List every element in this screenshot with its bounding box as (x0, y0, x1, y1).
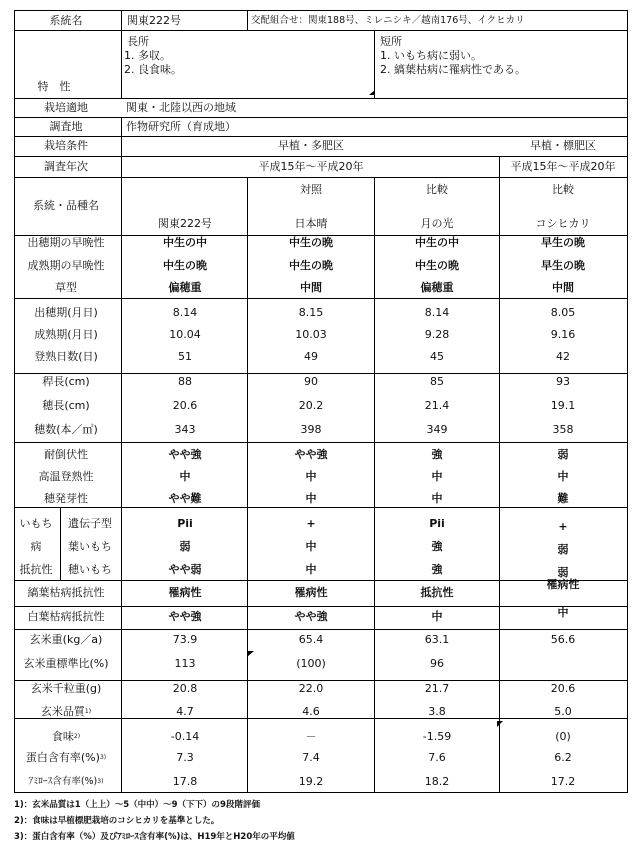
panicle-value: 20.6 (172, 399, 198, 412)
footnote-mark: 2) (73, 733, 81, 740)
yield-ratio-value: (100) (296, 657, 326, 670)
footnote-3: 3)：蛋白含有率（%）及びｱﾐﾛｰｽ含有率(%)は、H19年とH20年の平均値 (14, 832, 295, 842)
plant-type-value: 偏穂重 (168, 281, 202, 294)
panicle-label: 穂長(cm) (42, 399, 90, 412)
amylose-value: 19.2 (298, 775, 324, 788)
heading-value: 早生の晩 (541, 236, 585, 249)
footnote-mark: 1) (84, 708, 92, 715)
grain-fill-value: 42 (556, 350, 570, 363)
plant-type-label: 草型 (55, 281, 77, 294)
heading-date-value: 8.05 (550, 306, 576, 319)
yield-ratio-value: 113 (174, 657, 196, 670)
blast-leaf-value: 弱 (179, 540, 191, 553)
grain-fill-value: 49 (304, 350, 318, 363)
lodging-value: やや強 (294, 448, 328, 461)
panicle-num-value: 398 (300, 423, 322, 436)
blast-neck-label: 穂いもち (68, 563, 112, 576)
condition-value-2: 早植・標肥区 (530, 139, 596, 152)
blast-gene-value: + (306, 517, 316, 530)
heat-label: 高温登熟性 (38, 470, 94, 483)
site-label: 調査地 (49, 120, 83, 133)
cons-item: 1. いもち病に弱い。 (380, 49, 482, 62)
blast-neck-value: 弱 (557, 566, 569, 579)
ripening-value: 早生の晩 (541, 259, 585, 272)
lodging-label: 耐倒伏性 (44, 448, 88, 461)
protein-label: 蛋白含有率(%)$^{3)}$ (25, 751, 107, 764)
protein-value: 7.3 (176, 751, 194, 764)
kernel-weight-value: 21.7 (424, 682, 450, 695)
blast-neck-value: 中 (305, 563, 317, 576)
kernel-weight-label: 玄米千粒重(g) (30, 682, 102, 695)
years-label: 調査年次 (44, 160, 88, 173)
stripe-value: 抵抗性 (420, 586, 454, 599)
culm-value: 85 (430, 375, 444, 388)
yield-value: 63.1 (424, 633, 450, 646)
blight-value: やや強 (168, 610, 202, 623)
culm-value: 88 (178, 375, 192, 388)
cross-combination: 交配組合せ：関東188号、ミレニシキ／越南176号、イクヒカリ (251, 15, 525, 26)
sprouting-value: 中 (305, 492, 317, 505)
ripening-value: 中生の晩 (289, 259, 333, 272)
maturity-date-value: 10.04 (169, 328, 201, 341)
grain-fill-label: 登熟日数(日) (34, 350, 98, 363)
blast-side-label: いもち (19, 517, 53, 530)
cons-item: 2. 縞葉枯病に罹病性である。 (380, 63, 526, 76)
stripe-value: 罹病性 (294, 586, 328, 599)
blight-label: 白葉枯病抵抗性 (27, 610, 105, 623)
pros-title: 長所 (127, 35, 149, 48)
sprouting-value: 中 (431, 492, 443, 505)
sprouting-label: 穂発芽性 (44, 492, 88, 505)
pros-item: 1. 多収。 (124, 49, 171, 62)
footnote-mark: 3) (97, 778, 104, 785)
lineage-label: 系統名 (49, 14, 83, 27)
heading-date-value: 8.14 (424, 306, 450, 319)
cultivar-name: 日本晴 (294, 217, 328, 230)
culm-value: 93 (556, 375, 570, 388)
yield-value: 73.9 (172, 633, 198, 646)
yield-label: 玄米重(kg／a) (29, 633, 103, 646)
blast-side-label: 抵抗性 (19, 563, 53, 576)
culm-label: 稈長(cm) (42, 375, 90, 388)
cultivar-label: 系統・品種名 (33, 199, 99, 212)
plant-type-value: 中間 (552, 281, 574, 294)
quality-value: 5.0 (554, 705, 572, 718)
traits-label: 特 性 (37, 80, 71, 93)
quality-label: 玄米品質$^{1)}$ (40, 705, 92, 718)
kernel-weight-value: 20.6 (550, 682, 576, 695)
yield-ratio-label: 玄米重標準比(%) (23, 657, 109, 670)
blight-value: やや強 (294, 610, 328, 623)
lodging-value: 弱 (557, 448, 569, 461)
condition-value-1: 早植・多肥区 (278, 139, 344, 152)
lodging-value: やや強 (168, 448, 202, 461)
grain-fill-value: 45 (430, 350, 444, 363)
footnote-2: 2)：食味は早植標肥栽培のコシヒカリを基準とした。 (14, 816, 220, 826)
ripening-label: 成熟期の早晩性 (27, 259, 105, 272)
amylose-value: 17.2 (550, 775, 576, 788)
amylose-value: 18.2 (424, 775, 450, 788)
cultivar-role: 対照 (300, 183, 322, 196)
characteristics-table (14, 10, 628, 793)
lineage-value: 関東222号 (127, 14, 181, 27)
taste-value: (0) (555, 730, 571, 743)
maturity-date-value: 10.03 (295, 328, 327, 341)
heat-value: 中 (179, 470, 191, 483)
kernel-weight-value: 20.8 (172, 682, 198, 695)
blast-gene-value: Pii (177, 517, 193, 530)
blight-value: 中 (557, 606, 569, 619)
heat-value: 中 (431, 470, 443, 483)
quality-value: 4.6 (302, 705, 320, 718)
panicle-num-value: 343 (174, 423, 196, 436)
plant-type-value: 中間 (300, 281, 322, 294)
heading-date-value: 8.15 (298, 306, 324, 319)
years-value-1: 平成15年～平成20年 (258, 160, 364, 173)
panicle-num-value: 349 (426, 423, 448, 436)
panicle-num-label: 穂数(本／㎡) (34, 423, 98, 436)
footnote-mark: 3) (99, 754, 107, 761)
kernel-weight-value: 22.0 (298, 682, 324, 695)
amylose-value: 17.8 (172, 775, 198, 788)
ripening-value: 中生の晩 (163, 259, 207, 272)
heading-value: 中生の中 (415, 236, 459, 249)
heat-value: 中 (305, 470, 317, 483)
yield-value: 56.6 (550, 633, 576, 646)
plant-type-value: 偏穂重 (420, 281, 454, 294)
taste-value: -0.14 (170, 730, 200, 743)
taste-label: 食味$^{2)}$ (51, 730, 81, 743)
protein-value: 7.6 (428, 751, 446, 764)
ripening-value: 中生の晩 (415, 259, 459, 272)
cultivar-name: 関東222号 (158, 217, 212, 230)
panicle-value: 19.1 (550, 399, 576, 412)
blight-value: 中 (431, 610, 443, 623)
stripe-value: 罹病性 (546, 578, 580, 591)
quality-value: 3.8 (428, 705, 446, 718)
heading-value: 中生の晩 (289, 236, 333, 249)
protein-value: 7.4 (302, 751, 320, 764)
blast-gene-value: Pii (429, 517, 445, 530)
amylose-label: ｱﾐﾛｰｽ含有率(%)$^{3)}$ (28, 776, 104, 787)
culm-value: 90 (304, 375, 318, 388)
cultivar-name: 月の光 (420, 217, 454, 230)
blast-leaf-value: 弱 (557, 543, 569, 556)
heading-date-value: 8.14 (172, 306, 198, 319)
blast-neck-value: 強 (431, 563, 443, 576)
site-value: 作物研究所（育成地） (126, 120, 236, 133)
cultivar-role: 比較 (552, 183, 574, 196)
panicle-value: 21.4 (424, 399, 450, 412)
blast-side-label: 病 (30, 540, 42, 553)
cons-title: 短所 (380, 35, 402, 48)
blast-gene-value: + (558, 520, 568, 533)
panicle-value: 20.2 (298, 399, 324, 412)
area-label: 栽培適地 (44, 101, 88, 114)
heading-label: 出穂期の早晩性 (27, 236, 105, 249)
heading-date-label: 出穂期(月日) (34, 306, 98, 319)
yield-ratio-value: 96 (430, 657, 444, 670)
maturity-date-label: 成熟期(月日) (34, 328, 98, 341)
cultivar-role: 比較 (426, 183, 448, 196)
lodging-value: 強 (431, 448, 443, 461)
stripe-value: 罹病性 (168, 586, 202, 599)
grain-fill-value: 51 (178, 350, 192, 363)
taste-value: -1.59 (422, 730, 452, 743)
condition-label: 栽培条件 (44, 139, 88, 152)
sprouting-value: やや難 (168, 492, 202, 505)
stripe-label: 縞葉枯病抵抗性 (27, 586, 105, 599)
heading-value: 中生の中 (163, 236, 207, 249)
heat-value: 中 (557, 470, 569, 483)
cultivar-name: コシヒカリ (535, 217, 591, 230)
blast-neck-value: やや弱 (168, 563, 202, 576)
blast-gene-label: 遺伝子型 (68, 517, 112, 530)
blast-leaf-label: 葉いもち (68, 540, 112, 553)
maturity-date-value: 9.16 (550, 328, 576, 341)
panicle-num-value: 358 (552, 423, 574, 436)
pros-item: 2. 良食味。 (124, 63, 182, 76)
footnote-1: 1)：玄米品質は1（上上）～5（中中）～9（下下）の9段階評価 (14, 800, 260, 810)
sprouting-value: 難 (557, 492, 569, 505)
blast-leaf-value: 中 (305, 540, 317, 553)
years-value-2: 平成15年～平成20年 (510, 160, 616, 173)
taste-value: － (305, 730, 317, 743)
protein-value: 6.2 (554, 751, 572, 764)
yield-value: 65.4 (298, 633, 324, 646)
maturity-date-value: 9.28 (424, 328, 450, 341)
blast-leaf-value: 強 (431, 540, 443, 553)
area-value: 関東・北陸以西の地域 (126, 101, 236, 114)
quality-value: 4.7 (176, 705, 194, 718)
